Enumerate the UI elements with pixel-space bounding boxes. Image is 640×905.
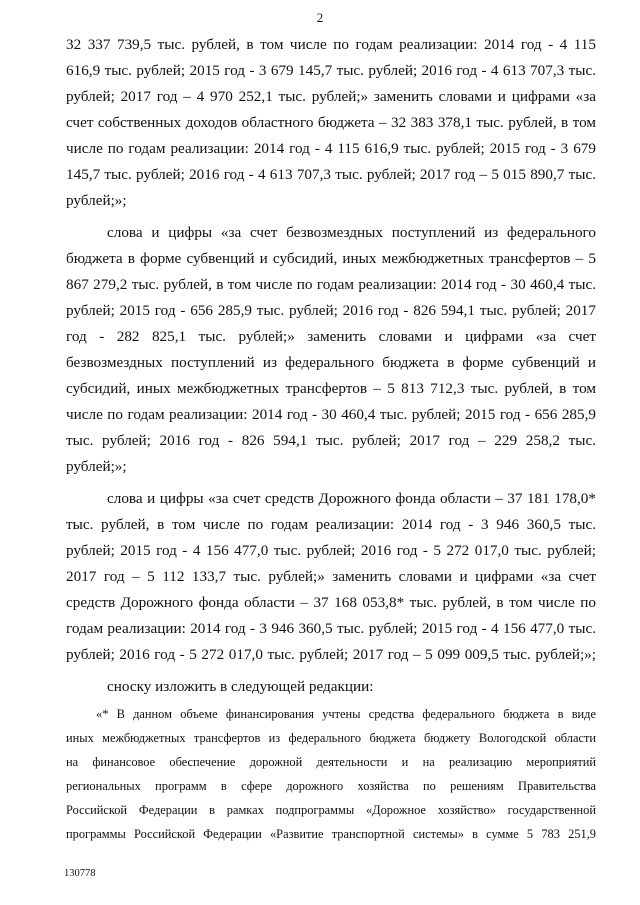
text-line: тыс. рублей, в том числе по годам реализации: 2014 год - 3 946 360,5 тыс. xyxy=(66,516,596,533)
text-line: тыс. рублей; 2016 год - 826 594,1 тыс. рублей; 2017 год – 229 258,2 тыс. xyxy=(66,432,596,449)
footnote-line: «* В данном объеме финансирования учтены средства федерального бюджета в виде xyxy=(96,707,596,721)
text-line: числе по годам реализации: 2014 год - 30 460,4 тыс. рублей; 2015 год - 656 285,9 xyxy=(66,406,596,423)
text-line: 616,9 тыс. рублей; 2015 год - 3 679 145,7 тыс. рублей; 2016 год - 4 613 707,3 тыс. xyxy=(66,62,596,79)
footnote-line: программы Российской Федерации «Развитие транспортной системы» в сумме 5 783 251,9 xyxy=(66,827,596,841)
text-line: рублей; 2015 год - 4 156 477,0 тыс. рублей; 2016 год - 5 272 017,0 тыс. рублей; xyxy=(66,542,596,559)
text-line: 867 279,2 тыс. рублей, в том числе по годам реализации: 2014 год - 30 460,4 тыс. xyxy=(66,276,596,293)
text-line: рублей; 2016 год - 5 272 017,0 тыс. рублей; 2017 год – 5 099 009,5 тыс. рублей;»; xyxy=(66,646,596,663)
page-number: 2 xyxy=(316,10,324,25)
text-line: рублей; 2017 год – 4 970 252,1 тыс. рублей;» заменить словами и цифрами «за xyxy=(66,88,596,105)
text-line: безвозмездных поступлений из федерального бюджета в форме субвенций и xyxy=(66,354,596,371)
text-line: рублей;»; xyxy=(66,458,127,475)
text-line: субсидий, иных межбюджетных трансфертов – 5 813 712,3 тыс. рублей, в том xyxy=(66,380,596,397)
footnote-line: иных межбюджетных трансфертов из федерального бюджета бюджету Вологодской области xyxy=(66,731,596,745)
footnote-line: Российской Федерации в рамках подпрограммы «Дорожное хозяйство» государственной xyxy=(66,803,596,817)
paragraph-start: сноску изложить в следующей редакции: xyxy=(107,678,374,695)
text-line: рублей; 2015 год - 656 285,9 тыс. рублей; 2016 год - 826 594,1 тыс. рублей; 2017 xyxy=(66,302,596,319)
text-line: год - 282 825,1 тыс. рублей;» заменить словами и цифрами «за счет xyxy=(66,328,596,345)
paragraph-start: слова и цифры «за счет безвозмездных поступлений из федерального xyxy=(107,224,596,241)
text-line: 2017 год – 5 112 133,7 тыс. рублей;» заменить словами и цифрами «за счет xyxy=(66,568,596,585)
text-line: рублей;»; xyxy=(66,192,127,209)
text-line: 145,7 тыс. рублей; 2016 год - 4 613 707,3 тыс. рублей; 2017 год – 5 015 890,7 тыс. xyxy=(66,166,596,183)
text-line: бюджета в форме субвенций и субсидий, иных межбюджетных трансфертов – 5 xyxy=(66,250,596,267)
text-line: 32 337 739,5 тыс. рублей, в том числе по годам реализации: 2014 год - 4 115 xyxy=(66,36,596,53)
footnote-line: региональных программ в сфере дорожного хозяйства по решениям Правительства xyxy=(66,779,596,793)
text-line: средств Дорожного фонда области – 37 168 053,8* тыс. рублей, в том числе по xyxy=(66,594,596,611)
footnote-line: на финансовое обеспечение дорожной деятельности и на реализацию мероприятий xyxy=(66,755,596,769)
paragraph-start: слова и цифры «за счет средств Дорожного фонда области – 37 181 178,0* xyxy=(107,490,596,507)
text-line: числе по годам реализации: 2014 год - 4 115 616,9 тыс. рублей; 2015 год - 3 679 xyxy=(66,140,596,157)
text-line: счет собственных доходов областного бюджета – 32 383 378,1 тыс. рублей, в том xyxy=(66,114,596,131)
document-code: 130778 xyxy=(64,868,96,879)
text-line: годам реализации: 2014 год - 3 946 360,5 тыс. рублей; 2015 год - 4 156 477,0 тыс. xyxy=(66,620,596,637)
